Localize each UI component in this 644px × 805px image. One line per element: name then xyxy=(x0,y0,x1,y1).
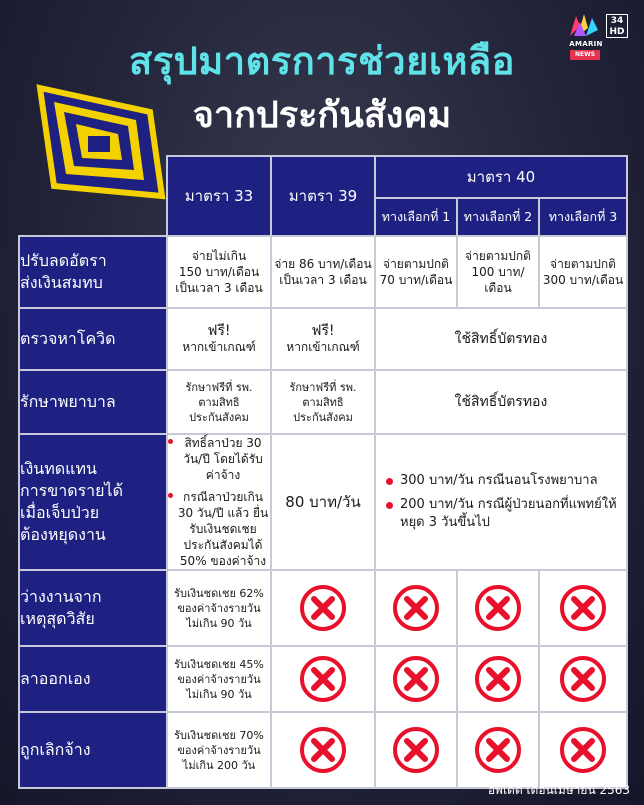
row-label-covid-test: ตรวจหาโควิด xyxy=(19,308,167,370)
col-header-opt2: ทางเลือกที่ 2 xyxy=(457,198,539,236)
cell-dismissed-opt2 xyxy=(457,712,539,788)
red-circle-x-icon xyxy=(376,655,456,703)
row-label-dismissed: ถูกเลิกจ้าง xyxy=(19,712,167,788)
cell-line: ตามสิทธิ xyxy=(198,395,240,409)
cell-line: หากเข้าเกณฑ์ xyxy=(286,340,360,354)
col-header-m33: มาตรา 33 xyxy=(167,156,271,236)
cell-line: ไม่เกิน 90 วัน xyxy=(186,687,252,701)
amarin-logo xyxy=(566,12,636,64)
cell-force-majeure-opt1 xyxy=(375,570,457,646)
cell-dismissed-opt3 xyxy=(539,712,627,788)
cell-line: รักษาฟรีที่ รพ. xyxy=(185,380,253,394)
red-circle-x-icon xyxy=(272,655,374,703)
bullet-item: กรณีลาป่วยเกิน 30 วัน/ปี แล้ว ยื่นรับเงินชดเชยประกันสังคมได้ 50% ของค่าจ้าง xyxy=(168,489,270,569)
row-label-compensation xyxy=(19,434,167,570)
cell-resign-m33 xyxy=(167,646,271,712)
cell-resign-m39 xyxy=(271,646,375,712)
cell-resign-opt3 xyxy=(539,646,627,712)
cell-line: จ่ายตามปกติ xyxy=(465,249,531,263)
cell-contrib-m39 xyxy=(271,236,375,308)
benefits-table xyxy=(18,155,628,789)
news-tag: NEWS xyxy=(570,50,600,60)
cell-compensation-m33 xyxy=(167,434,271,570)
red-circle-x-icon xyxy=(458,726,538,774)
cell-contrib-opt1 xyxy=(375,236,457,308)
cell-line: เป็นเวลา 3 เดือน xyxy=(175,281,263,295)
red-circle-x-icon xyxy=(458,655,538,703)
cell-line: ไม่เกิน 200 วัน xyxy=(182,758,256,772)
cell-line: จ่ายตามปกติ xyxy=(550,257,616,271)
cell-line: รับเงินชดเชย 62% xyxy=(174,586,264,600)
cell-line: รักษาฟรีที่ รพ. xyxy=(289,380,357,394)
bullet-item: สิทธิ์ลาป่วย 30 วัน/ปี โดยได้รับค่าจ้าง xyxy=(168,435,270,483)
cell-covid-m39 xyxy=(271,308,375,370)
amarin-peacock-icon xyxy=(566,12,602,38)
cell-line: ประกันสังคม xyxy=(189,410,249,424)
red-circle-x-icon xyxy=(540,584,626,632)
label-line: ว่างงานจาก xyxy=(20,587,102,606)
cell-compensation-m40 xyxy=(375,434,627,570)
cell-medical-m40: ใช้สิทธิ์บัตรทอง xyxy=(375,370,627,434)
row-label-force-majeure xyxy=(19,570,167,646)
red-circle-x-icon xyxy=(540,655,626,703)
cell-force-majeure-opt3 xyxy=(539,570,627,646)
channel-badge: 34 HD xyxy=(606,14,628,38)
cell-dismissed-opt1 xyxy=(375,712,457,788)
label-line: เมื่อเจ็บป่วย xyxy=(20,503,100,522)
cell-compensation-m39: 80 บาท/วัน xyxy=(271,434,375,570)
header-blank xyxy=(19,156,167,236)
cell-resign-opt1 xyxy=(375,646,457,712)
cell-line: รับเงินชดเชย 70% xyxy=(174,728,264,742)
red-circle-x-icon xyxy=(458,584,538,632)
free-text: ฟรี! xyxy=(311,323,335,339)
cell-line: 70 บาท/เดือน xyxy=(379,273,453,287)
cell-medical-m33 xyxy=(167,370,271,434)
label-line: เงินทดแทน xyxy=(20,459,97,478)
cell-line: ไม่เกิน 90 วัน xyxy=(186,616,252,630)
brand-name: AMARIN xyxy=(569,40,603,48)
cell-force-majeure-opt2 xyxy=(457,570,539,646)
cell-line: ของค่าจ้างรายวัน xyxy=(177,601,261,615)
red-circle-x-icon xyxy=(272,726,374,774)
cell-covid-m40: ใช้สิทธิ์บัตรทอง xyxy=(375,308,627,370)
cell-line: ตามสิทธิ xyxy=(302,395,344,409)
label-line: เหตุสุดวิสัย xyxy=(20,609,95,628)
cell-line: จ่ายไม่เกิน xyxy=(191,249,247,263)
cell-line: จ่าย 86 บาท/เดือน xyxy=(274,257,372,271)
col-header-opt1: ทางเลือกที่ 1 xyxy=(375,198,457,236)
cell-line: 150 บาท/เดือน xyxy=(178,265,260,279)
col-header-m39: มาตรา 39 xyxy=(271,156,375,236)
label-line: ต้องหยุดงาน xyxy=(20,525,106,544)
col-header-opt3: ทางเลือกที่ 3 xyxy=(539,198,627,236)
cell-dismissed-m33 xyxy=(167,712,271,788)
update-note: อัพเดต เดือนเมษายน 2563 xyxy=(487,783,630,797)
row-label-resign: ลาออกเอง xyxy=(19,646,167,712)
cell-line: รับเงินชดเชย 45% xyxy=(174,657,264,671)
cell-medical-m39 xyxy=(271,370,375,434)
cell-contrib-m33 xyxy=(167,236,271,308)
red-circle-x-icon xyxy=(540,726,626,774)
cell-dismissed-m39 xyxy=(271,712,375,788)
cell-force-majeure-m33 xyxy=(167,570,271,646)
label-line: การขาดรายได้ xyxy=(20,481,123,500)
cell-force-majeure-m39 xyxy=(271,570,375,646)
bullet-item: 300 บาท/วัน กรณีนอนโรงพยาบาล xyxy=(386,472,618,490)
cell-line: ของค่าจ้างรายวัน xyxy=(177,743,261,757)
cell-line: 100 บาท/เดือน xyxy=(471,265,525,295)
cell-line: ประกันสังคม xyxy=(293,410,353,424)
red-circle-x-icon xyxy=(272,584,374,632)
row-label-medical: รักษาพยาบาล xyxy=(19,370,167,434)
cell-line: จ่ายตามปกติ xyxy=(383,257,449,271)
cell-resign-opt2 xyxy=(457,646,539,712)
cell-line: เป็นเวลา 3 เดือน xyxy=(279,273,367,287)
cell-line: 300 บาท/เดือน xyxy=(542,273,624,287)
label-line: ส่งเงินสมทบ xyxy=(20,273,103,292)
cell-contrib-opt2 xyxy=(457,236,539,308)
title-line-2: จากประกันสังคม xyxy=(192,95,452,136)
red-circle-x-icon xyxy=(376,726,456,774)
label-line: ปรับลดอัตรา xyxy=(20,251,107,270)
red-circle-x-icon xyxy=(376,584,456,632)
cell-contrib-opt3 xyxy=(539,236,627,308)
free-text: ฟรี! xyxy=(207,323,231,339)
cell-line: ของค่าจ้างรายวัน xyxy=(177,672,261,686)
col-header-m40: มาตรา 40 xyxy=(375,156,627,198)
bullet-item: 200 บาท/วัน กรณีผู้ป่วยนอกที่แพทย์ให้หยุด 3 วันขึ้นไป xyxy=(386,496,618,532)
cell-line: หากเข้าเกณฑ์ xyxy=(182,340,256,354)
title-line-1: สรุปมาตรการช่วยเหลือ xyxy=(129,39,515,83)
row-label-contribution xyxy=(19,236,167,308)
cell-covid-m33 xyxy=(167,308,271,370)
